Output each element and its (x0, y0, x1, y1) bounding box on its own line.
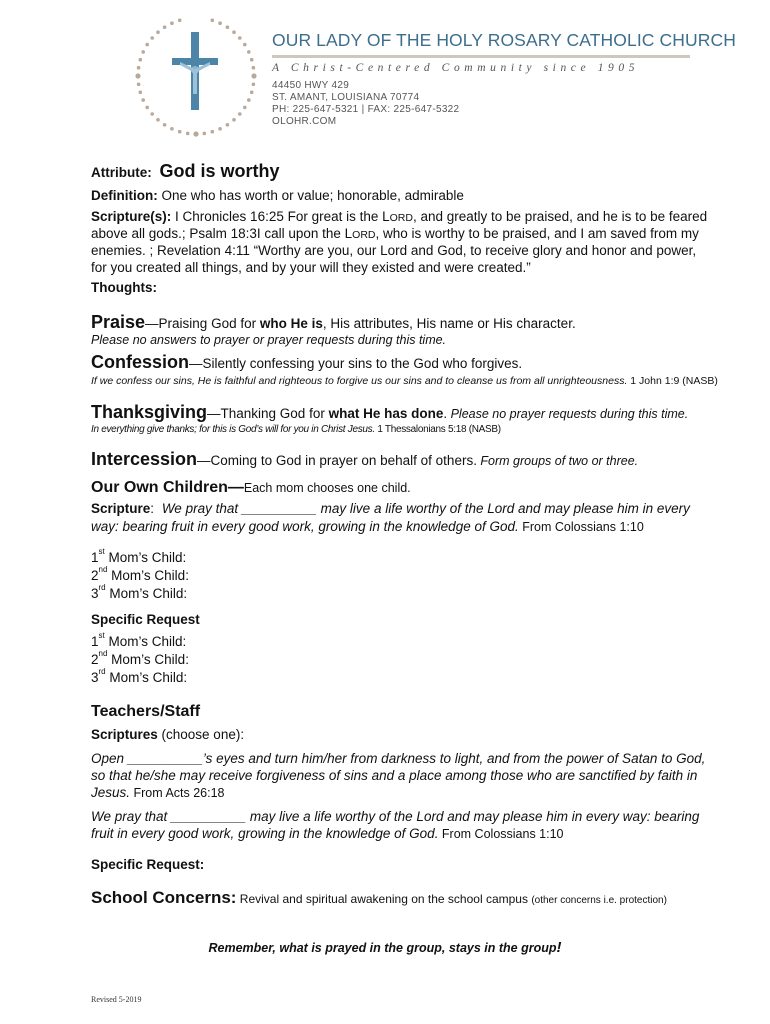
rosary-bead (203, 132, 207, 136)
rosary-bead (163, 123, 167, 127)
thanksgiving-verse-line (91, 421, 501, 439)
rosary-bead (232, 118, 236, 122)
scripture-line-4: for you created all things, and by your will they existed and were created.” (91, 260, 531, 275)
teachers-verse2-line1: We pray that __________ may live a life worthy of the Lord and may please him in every way: bearing (91, 809, 700, 824)
praise-note: Please no answers to prayer or prayer requests during this time. (91, 333, 447, 347)
ordinal-number: 1 (91, 550, 99, 565)
children-ref: From Colossians 1:10 (518, 520, 644, 534)
ordinal-suffix: nd (98, 649, 108, 658)
thanksgiving-emphasis: what He has done (328, 406, 444, 421)
definition-line (91, 187, 464, 205)
child-label: Mom’s Child: (107, 568, 189, 583)
rosary-bead (243, 106, 247, 110)
teachers-choose: (choose one): (157, 727, 245, 742)
rosary-bead (145, 106, 149, 110)
teachers-scriptures-label: Scriptures (91, 727, 158, 742)
teachers-ref: From Acts 26:18 (130, 786, 225, 800)
school-concerns-text: Revival and spiritual awakening on the school campus (236, 892, 532, 906)
rosary-bead (186, 132, 190, 136)
teachers-verse2-line2 (91, 825, 564, 843)
rosary-crucifix-logo (128, 14, 268, 144)
website: OLOHR.COM (272, 116, 337, 127)
rosary-bead (139, 91, 143, 95)
rosary-bead (250, 91, 254, 95)
teachers-title: Teachers/Staff (91, 703, 201, 720)
rosary-bead (247, 50, 251, 54)
address-line-2: ST. AMANT, LOUISIANA 70774 (272, 92, 420, 103)
ordinal-suffix: rd (98, 583, 106, 592)
thanksgiving-verse: In everything give thanks; for this is God’s will for you in Christ Jesus. (91, 424, 375, 435)
rosary-bead (145, 43, 149, 47)
closing-exclamation: ! (556, 939, 562, 956)
ordinal-suffix: st (98, 631, 105, 640)
rosary-bead (178, 19, 182, 23)
children-specific-request-label: Specific Request (91, 612, 200, 627)
confession-verse: If we confess our sins, He is faithful and righteous to forgive us our sins and to cleanse us from all unrighteousness. (91, 375, 628, 387)
rosary-bead (250, 58, 254, 62)
church-tagline: A Christ-Centered Community since 1905 (272, 62, 640, 74)
child-line-3 (91, 585, 187, 603)
rosary-bead (137, 83, 141, 87)
children-scripture-line-2 (91, 518, 644, 536)
rosary-bead (226, 25, 230, 29)
rosary-bead (137, 66, 141, 70)
rosary-bead (238, 36, 242, 40)
ordinal-number: 1 (91, 634, 99, 649)
thanksgiving-period: . (443, 406, 448, 421)
thoughts-label: Thoughts: (91, 280, 157, 295)
child-label: Mom’s Child: (105, 586, 188, 601)
praise-desc-rest: , His attributes, His name or His character. (322, 316, 576, 331)
ordinal-number: 3 (91, 670, 99, 685)
definition-text: One who has worth or value; honorable, admirable (161, 188, 464, 203)
intercession-desc: —Coming to God in prayer on behalf of others. (197, 453, 477, 468)
children-heading (91, 479, 411, 497)
closing-line (0, 939, 770, 956)
praise-heading (91, 313, 576, 333)
teachers-verse: Jesus. (91, 785, 131, 800)
rosary-bead (218, 127, 222, 131)
rosary-bead (232, 30, 236, 34)
rosary-bead (252, 83, 256, 87)
children-scripture-label: Scripture (91, 501, 151, 516)
rosary-bead (170, 127, 174, 131)
thanksgiving-title: Thanksgiving (91, 402, 208, 422)
scripture-text: above all gods.; Psalm 18:3I call upon the L (91, 226, 353, 241)
praise-emphasis: who He is (259, 316, 323, 331)
child-label: Mom’s Child: (104, 550, 187, 565)
children-desc: Each mom chooses one child. (243, 481, 411, 495)
revised-date: Revised 5-2019 (91, 995, 142, 1004)
confession-heading (91, 353, 522, 373)
thanksgiving-note: Please no prayer requests during this time. (447, 407, 689, 421)
rosary-bead (247, 98, 251, 102)
teachers-scriptures-line (91, 726, 244, 744)
header-divider (272, 55, 690, 58)
rosary-bead (150, 36, 154, 40)
rosary-bead (243, 43, 247, 47)
thanksgiving-desc: —Thanking God for (207, 406, 329, 421)
rosary-bead (150, 112, 154, 116)
rosary-bead (193, 131, 198, 136)
school-concerns-line (91, 889, 667, 910)
teachers-specific-request-label: Specific Request: (91, 857, 205, 872)
scripture-line-3: enemies. ; Revelation 4:11 “Worthy are you, our Lord and God, to receive glory and honor and power, (91, 243, 697, 258)
praise-title: Praise (91, 312, 146, 332)
intercession-title: Intercession (91, 449, 198, 469)
teachers-verse1-line3 (91, 784, 225, 802)
children-scripture-line-1 (91, 500, 690, 518)
confession-verse-line (91, 372, 718, 390)
children-colon: : (150, 501, 155, 516)
rosary-bead (252, 66, 256, 70)
teachers-ref: From Colossians 1:10 (438, 827, 564, 841)
attribute-value: God is worthy (159, 161, 280, 181)
scripture-text: , who is worthy to be praised, and I am saved from my (375, 226, 699, 241)
thanksgiving-ref: 1 Thessalonians 5:18 (NASB) (377, 424, 501, 435)
child-label: Mom’s Child: (107, 652, 189, 667)
rosary-bead (141, 50, 145, 54)
address-line-1: 44450 HWY 429 (272, 80, 350, 91)
ordinal-number: 3 (91, 586, 99, 601)
child-label: Mom’s Child: (104, 634, 187, 649)
rosary-bead (226, 123, 230, 127)
rosary-bead (170, 21, 174, 25)
attribute-line (91, 162, 280, 182)
rosary-bead (156, 30, 160, 34)
definition-label: Definition: (91, 188, 158, 203)
teachers-verse1-line1: Open __________’s eyes and turn him/her from darkness to light, and from the power of Satan to God, (91, 751, 706, 766)
teachers-verse1-line2: so that he/she may receive forgiveness of sins and a place among those who are sanctified by faith in (91, 768, 698, 783)
ordinal-suffix: rd (98, 667, 106, 676)
children-title: Our Own Children— (91, 479, 244, 496)
rosary-bead (211, 130, 215, 134)
scripture-text: , and greatly to be praised, and he is to be feared (412, 209, 708, 224)
school-concerns-paren: (other concerns i.e. protection) (531, 895, 667, 906)
children-verse: We pray that __________ may live a life worthy of the Lord and may please him in every (161, 501, 690, 516)
rosary-bead (218, 21, 222, 25)
request-line-3 (91, 669, 187, 687)
rosary-bead (141, 98, 145, 102)
ordinal-suffix: nd (98, 565, 108, 574)
attribute-label: Attribute: (91, 165, 152, 180)
small-caps-lord: ORD (389, 212, 413, 224)
rosary-bead (211, 19, 215, 23)
scripture-label: Scripture(s): (91, 209, 172, 224)
closing-text: Remember, what is prayed in the group, stays in the group (208, 941, 557, 955)
rosary-bead (135, 73, 140, 78)
small-caps-lord: ORD (352, 229, 376, 241)
praise-desc: —Praising God for (145, 316, 260, 331)
thanksgiving-heading (91, 403, 688, 423)
rosary-bead (163, 25, 167, 29)
intercession-note: Form groups of two or three. (476, 454, 639, 468)
rosary-bead (178, 130, 182, 134)
rosary-bead (139, 58, 143, 62)
church-name: OUR LADY OF THE HOLY ROSARY CATHOLIC CHURCH (272, 30, 736, 50)
confession-desc: —Silently confessing your sins to the God who forgives. (189, 356, 523, 371)
ordinal-suffix: st (98, 547, 105, 556)
confession-title: Confession (91, 352, 190, 372)
teachers-verse: fruit in every good work, growing in the knowledge of God. (91, 826, 439, 841)
ordinal-number: 2 (91, 652, 99, 667)
rosary-bead (156, 118, 160, 122)
rosary-bead (251, 73, 256, 78)
school-concerns-title: School Concerns: (91, 888, 237, 907)
confession-ref: 1 John 1:9 (NASB) (630, 375, 718, 387)
scripture-text: I Chronicles 16:25 For great is the L (175, 209, 390, 224)
crucifix-icon (172, 32, 218, 110)
children-verse: way: bearing fruit in every good work, growing in the knowledge of God. (91, 519, 519, 534)
phone-fax: PH: 225-647-5321 | FAX: 225-647-5322 (272, 104, 460, 115)
intercession-heading (91, 450, 638, 470)
child-label: Mom’s Child: (105, 670, 188, 685)
ordinal-number: 2 (91, 568, 99, 583)
rosary-bead (238, 112, 242, 116)
